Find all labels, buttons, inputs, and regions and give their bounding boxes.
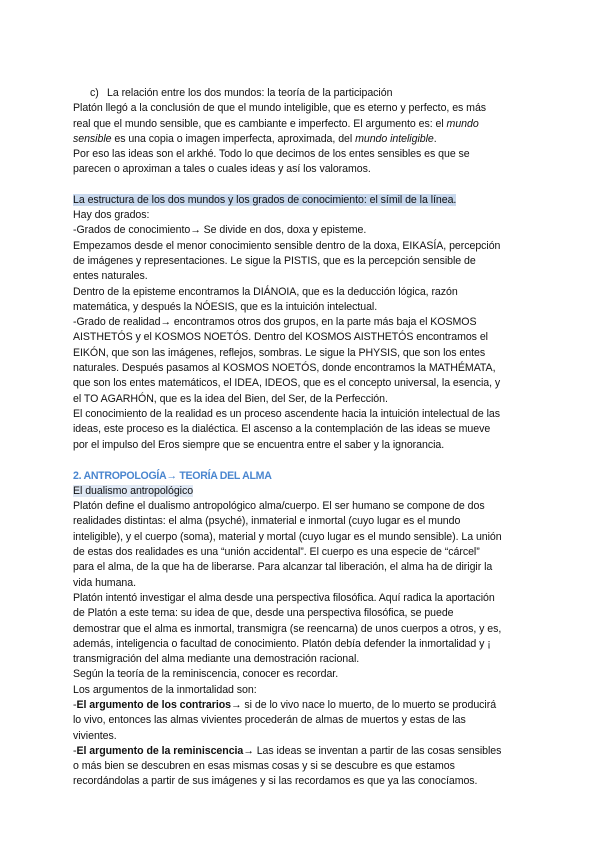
paragraph-line: -Grado de realidad→ encontramos otros dos grupos, en la parte más baja el KOSMOS xyxy=(73,316,477,329)
italic-term: sensible xyxy=(73,132,112,145)
paragraph-line: -Grados de conocimiento→ Se divide en dos, doxa y episteme. xyxy=(73,224,367,237)
italic-term: mundo inteligible xyxy=(355,132,434,145)
paragraph-line: o más bien se descubren en esas mismas cosas y si se descubre es que estamos xyxy=(73,760,455,773)
dash: - xyxy=(73,744,77,757)
paragraph-line: entes naturales. xyxy=(73,270,148,283)
argument-text: → si de lo vivo nace lo muerto, de lo muerto se producirá xyxy=(230,698,497,711)
highlighted-subtitle-text: El dualismo antropológico xyxy=(73,484,194,497)
section-title: 2. ANTROPOLOGÍA→ TEORÍA DEL ALMA xyxy=(73,469,272,482)
paragraph-line: el TO AGARHÓN, que es la idea del Bien, del Ser, de la Perfección. xyxy=(73,392,388,405)
document-page xyxy=(73,86,543,790)
paragraph-line: EIKÓN, que son las imágenes, reflejos, sombras. Le sigue la PHYSIS, que son los entes xyxy=(73,346,486,359)
paragraph-line: inteligible), y el cuerpo (soma), material y mortal (cuyo lugar es el mundo sensible). La unión xyxy=(73,530,502,543)
italic-term: mundo xyxy=(446,117,479,130)
paragraph-text: es una copia o imagen imperfecta, aproximada, del xyxy=(111,132,356,145)
paragraph-line: lo vivo, entonces las almas vivientes procederán de almas de muertos y estas de las xyxy=(73,714,466,727)
paragraph-line: Dentro de la episteme encontramos la DIÁNOIA, que es la deducción lógica, razón xyxy=(73,285,458,298)
paragraph-line: de estas dos realidades es una “unión accidental”. El cuerpo es una especie de “cárcel” xyxy=(73,546,480,559)
dash: - xyxy=(73,698,77,711)
paragraph-line: además, inteligencia o facultad de conocimiento. Platón debía defender la inmortalidad y ¡ xyxy=(73,637,491,650)
paragraph-line: recordándolas a partir de sus imágenes y si las recordamos es que ya las conocíamos. xyxy=(73,775,478,788)
argument-reminiscencia xyxy=(73,744,543,759)
paragraph-line: transmigración del alma mediante una demostración racional. xyxy=(73,653,360,666)
paragraph-line: Los argumentos de la inmortalidad son: xyxy=(73,683,257,696)
paragraph-line xyxy=(73,132,543,147)
paragraph-line: de Platón a este tema: su idea de que, desde una perspectiva filosófica, se puede xyxy=(73,607,454,620)
paragraph-line: Platón intentó investigar el alma desde una perspectiva filosófica. Aquí radica la aportación xyxy=(73,591,495,604)
paragraph-line: parecen o aproximan a tales o cuales ideas y así los valoramos. xyxy=(73,163,371,176)
paragraph-line: demostrar que el alma es inmortal, transmigra (se reencarna) de unos cuerpos a otros, y es, xyxy=(73,622,502,635)
highlighted-heading xyxy=(73,193,543,208)
paragraph-line: realidades distintas: el alma (psyché), inmaterial e inmortal (cuyo lugar es el mundo xyxy=(73,515,461,528)
argument-contrarios xyxy=(73,698,543,713)
list-marker: c) xyxy=(90,87,99,99)
highlighted-heading-text: La estructura de los dos mundos y los grados de conocimiento: el símil de la línea. xyxy=(73,193,457,206)
paragraph-line: de imágenes y representaciones. Le sigue la PISTIS, que es la percepción sensible de xyxy=(73,254,476,267)
paragraph-line: por el impulso del Eros siempre que se encuentra entre el saber y la ignorancia. xyxy=(73,438,445,451)
paragraph-line: Platón llegó a la conclusión de que el mundo inteligible, que es eterno y perfecto, es más xyxy=(73,102,487,115)
paragraph-line: que son los entes matemáticos, el IDEA, IDEOS, que es el concepto universal, la esencia, y xyxy=(73,377,501,390)
paragraph-line: Hay dos grados: xyxy=(73,209,150,222)
paragraph-line: para el alma, de la que ha de liberarse. Para alcanzar tal liberación, el alma ha de dirigir la xyxy=(73,561,493,574)
paragraph-line: Empezamos desde el menor conocimiento sensible dentro de la doxa, EIKASÍA, percepción xyxy=(73,239,501,252)
subsection-heading-c xyxy=(73,86,543,101)
paragraph-line: Por eso las ideas son el arkhé. Todo lo que decimos de los entes sensibles es que se xyxy=(73,148,470,161)
paragraph-text: real que el mundo sensible, que es cambiante e imperfecto. El argumento es: el xyxy=(73,117,444,130)
paragraph-text: . xyxy=(433,132,437,145)
paragraph-line: AISTHETÓS y el KOSMOS NOETÓS. Dentro del KOSMOS AISTHETÓS encontramos el xyxy=(73,331,488,344)
subsection-heading-text: La relación entre los dos mundos: la teoría de la participación xyxy=(107,87,393,99)
paragraph-line: El conocimiento de la realidad es un proceso ascendente hacia la intuición intelectual de las xyxy=(73,407,501,420)
paragraph-line: vida humana. xyxy=(73,576,137,589)
highlighted-subtitle xyxy=(73,484,543,499)
paragraph-line: naturales. Después pasamos al KOSMOS NOETÓS, donde encontramos la MATHÉMATA, xyxy=(73,362,496,375)
paragraph-line: matemática, y después la NÓESIS, que es la intuición intelectual. xyxy=(73,300,378,313)
argument-text: → Las ideas se inventan a partir de las cosas sensibles xyxy=(243,744,502,757)
paragraph-line: vivientes. xyxy=(73,729,117,742)
argument-title: El argumento de los contrarios xyxy=(76,698,231,711)
argument-title: El argumento de la reminiscencia xyxy=(76,744,244,757)
paragraph-line: ideas, este proceso es la dialéctica. El ascenso a la contemplación de las ideas se mueve xyxy=(73,423,491,436)
paragraph-line: Platón define el dualismo antropológico alma/cuerpo. El ser humano se compone de dos xyxy=(73,500,485,513)
paragraph-line: Según la teoría de la reminiscencia, conocer es recordar. xyxy=(73,668,339,681)
paragraph-line xyxy=(73,117,543,132)
